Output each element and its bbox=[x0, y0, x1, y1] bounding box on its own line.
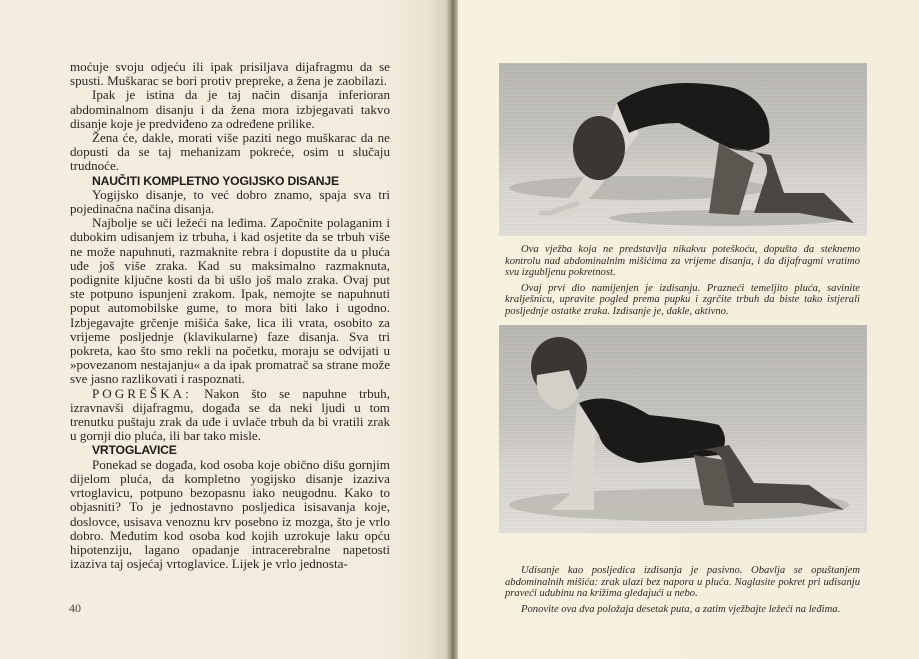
figure-illustration bbox=[499, 325, 867, 533]
caption-paragraph: Ovaj prvi dio namijenjen je izdisanju. Prazneći temeljito pluća, savinite kralješnicu, upravite pogled prema pupku i zgrčite trbuh da biste tako istjerali posljednje ostatke zraka. Izdisanje je, dakle, aktivno. bbox=[505, 282, 860, 317]
left-page bbox=[0, 0, 452, 659]
photo-cat-pose-inhale bbox=[499, 325, 867, 533]
error-text: Nakon što se napuhne trbuh, izravnavši dijafragmu, događa se da neki ljudi u tom trenutku puštaju zrak da uđe i uvlače trbuh da bi vratili zrak u gornji dio pluća, ili bar tako misle. bbox=[70, 385, 390, 444]
error-label: POGREŠKA: bbox=[92, 385, 192, 401]
caption-paragraph: Udisanje kao posljedica izdisanja je pasivno. Obavlja se opuštanjem abdominalnih mišića: zrak ulazi bez napora u pluća. Naglasite pokret pri udisanju praveći udubinu na križima gledajući u nebo. bbox=[505, 565, 860, 600]
caption-paragraph: Ova vježba koja ne predstavlja nikakvu poteškoću, dopušta da steknemo kontrolu nad abdominalnim mišićima za vrijeme disanja, i da dijafragmi vratimo svu izgubljenu pokretnost. bbox=[505, 244, 860, 279]
photo-2-caption bbox=[505, 565, 860, 619]
photo-cat-pose-exhale bbox=[499, 63, 867, 236]
error-paragraph bbox=[70, 387, 390, 444]
figure-illustration bbox=[499, 63, 867, 236]
paragraph: Najbolje se uči ležeći na leđima. Započnite polaganim i dubokim udisanjem iz trbuha, i kad osjetite da se trbuh više ne može napuhnuti, razmaknite rebra i dopustite da u pluća uđe još više zraka. Kad su maksimalno razmaknuta, podignite ključne kosti da bi ušlo još malo zraka. Ovaj put ste potpuno ispunjeni zrakom. Ipak, nemojte se napuhnuti poput automobilske gume, to mora biti lako i ugodno. Izbjegavajte grčenje mišića šake, lica ili vrata, osobito za vrijeme posljednje (klavikularne) faze disanja. Sva tri pokreta, kao što smo rekli na početku, moraju se odvijati u »povezanom nestajanju« a da ipak promatrač sa strane može sve jasno razlikovati i raspoznati. bbox=[70, 215, 390, 387]
paragraph: Ponekad se događa, kod osoba koje obično dišu gornjim dijelom pluća, da kompletno yogijsko disanje izaziva vrtoglavicu, potpuno bezopasnu iako neugodnu. Kako to objasniti? To je jednostavno posljedica isisavanja koje, doslovce, usisava venoznu krv posebno iz mozga, što je vrlo dobro. Međutim kod osoba kod kojih uzrokuje laku opću hipotenziju, lagano opadanje intracerebralne napetosti izaziva taj osjećaj vrtoglavice. Lijek je vrlo jednosta- bbox=[70, 456, 390, 572]
left-text-column bbox=[70, 60, 390, 571]
photo-1-caption bbox=[505, 244, 860, 322]
paragraph: Yogijsko disanje, to već dobro znamo, spaja sva tri pojedinačna načina disanja. bbox=[70, 186, 390, 217]
section-heading-yogic-breathing: NAUČITI KOMPLETNO YOGIJSKO DISANJE bbox=[92, 173, 339, 188]
page-number: 40 bbox=[69, 601, 81, 615]
paragraph: Žena će, dakle, morati više paziti nego muškarac da ne dopusti da se taj mehanizam pokreće, osim u slučaju trudnoće. bbox=[70, 130, 390, 174]
paragraph: Ipak je istina da je taj način disanja inferioran abdominalnom disanju i da žena mora izbjegavati takvo disanje koje je predviđeno za određene prilike. bbox=[70, 87, 390, 131]
caption-paragraph: Ponovite ova dva položaja desetak puta, a zatim vježbajte ležeći na leđima. bbox=[521, 603, 841, 615]
section-heading-dizziness: VRTOGLAVICE bbox=[92, 443, 177, 458]
paragraph: moćuje svoju odjeću ili ipak prisiljava dijafragmu da se spusti. Muškarac se bori protiv prepreke, a žena je zaobilazi. bbox=[70, 59, 390, 89]
